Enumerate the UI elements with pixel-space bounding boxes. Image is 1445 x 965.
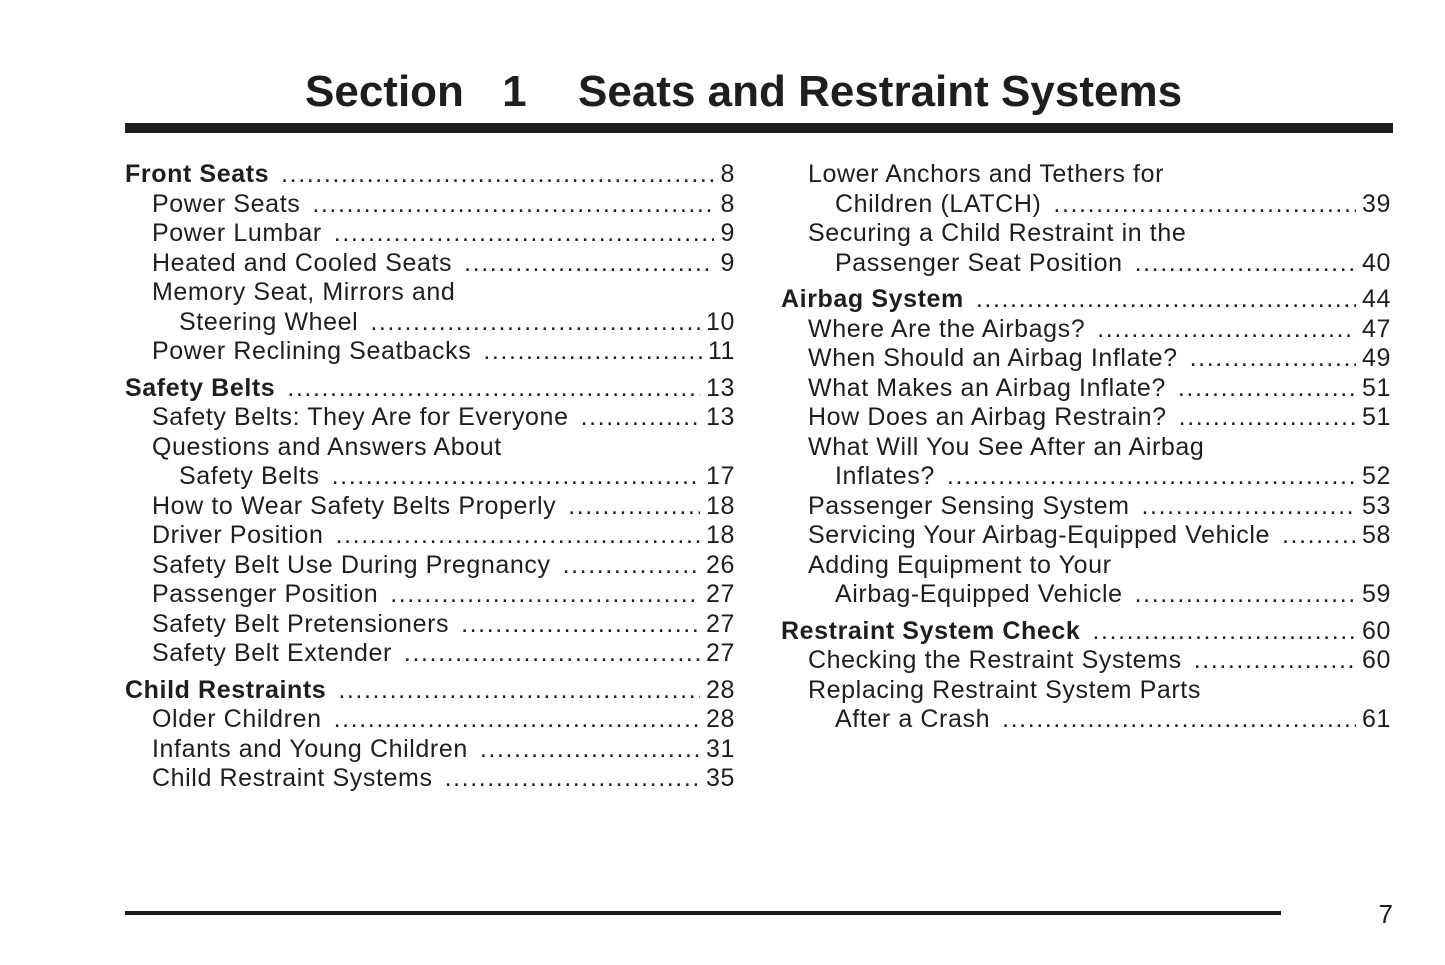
toc-section (125, 676, 735, 794)
toc-heading-label: Safety Belts (125, 373, 276, 402)
dot-leader (1135, 580, 1356, 610)
toc-page-number: 47 (1361, 314, 1391, 343)
page-title (125, 62, 1393, 122)
toc-page-number: 27 (705, 639, 735, 667)
toc-entry-line (125, 337, 735, 367)
toc-entry-line (781, 551, 1391, 581)
toc-page-number: 27 (705, 609, 735, 638)
toc-page-number: 59 (1361, 580, 1391, 608)
toc-page-number: 27 (705, 580, 735, 608)
toc-entry-line (781, 249, 1391, 279)
toc-page-number: 9 (720, 219, 735, 247)
toc-heading[interactable] (125, 374, 735, 404)
toc-entry[interactable] (125, 705, 735, 735)
toc-entry-label: Children (LATCH) (835, 189, 1042, 218)
dot-leader (947, 462, 1356, 492)
toc-entry-line (781, 344, 1391, 374)
dot-leader (1179, 403, 1356, 433)
toc-entry[interactable] (125, 403, 735, 433)
toc-entry[interactable] (125, 521, 735, 551)
toc-entry[interactable] (781, 492, 1391, 522)
toc-entry-label: Power Reclining Seatbacks (152, 337, 472, 365)
toc-entry-label: Replacing Restraint System Parts (808, 675, 1201, 704)
toc-page-number: 17 (705, 462, 735, 490)
dot-leader (581, 403, 700, 433)
toc-entry-line (781, 676, 1391, 706)
dot-leader (404, 639, 700, 669)
toc-page-number: 28 (705, 675, 735, 704)
dot-leader (1002, 705, 1356, 735)
dot-leader (976, 285, 1356, 315)
toc-entry-line (781, 462, 1391, 492)
toc-entry-line (125, 433, 735, 463)
dot-leader (332, 462, 700, 492)
toc-entry[interactable] (781, 219, 1391, 278)
dot-leader (338, 676, 700, 706)
toc-entry-line (781, 403, 1391, 433)
section-title: Seats and Restraint Systems (578, 67, 1183, 116)
toc-entry-line (781, 160, 1391, 190)
dot-leader (390, 580, 700, 610)
toc-right-column (781, 160, 1391, 735)
toc-heading[interactable] (125, 160, 735, 190)
toc-entry[interactable] (781, 403, 1391, 433)
toc-entry-line (781, 433, 1391, 463)
toc-entry[interactable] (125, 337, 735, 367)
toc-entry[interactable] (125, 764, 735, 794)
toc-page-number: 52 (1361, 462, 1391, 490)
toc-entry-label: Checking the Restraint Systems (808, 646, 1182, 674)
toc-entry-label: After a Crash (835, 705, 991, 733)
toc-page-number: 8 (720, 189, 735, 218)
toc-entry-label: Power Lumbar (152, 219, 322, 247)
toc-entry[interactable] (781, 433, 1391, 492)
toc-entry[interactable] (125, 278, 735, 337)
page-number: 7 (1378, 899, 1393, 929)
toc-section (125, 374, 735, 669)
toc-page-number: 60 (1361, 646, 1391, 674)
toc-entry[interactable] (125, 249, 735, 279)
toc-entry-line (125, 249, 735, 279)
toc-section (781, 160, 1391, 278)
toc-entry-label: What Makes an Airbag Inflate? (808, 373, 1166, 402)
toc-entry[interactable] (781, 344, 1391, 374)
toc-entry-line (781, 492, 1391, 522)
toc-entry-line (125, 403, 735, 433)
toc-entry-label: Inflates? (835, 462, 935, 490)
toc-entry[interactable] (781, 676, 1391, 735)
toc-entry-line (125, 705, 735, 735)
dot-leader (1092, 617, 1356, 647)
toc-entry-label: Passenger Seat Position (835, 248, 1123, 277)
toc-entry-line (125, 580, 735, 610)
toc-entry-line (125, 735, 735, 765)
dot-leader (1282, 521, 1356, 551)
toc-page-number: 13 (705, 373, 735, 402)
toc-entry-line (781, 315, 1391, 345)
toc-heading-label: Child Restraints (125, 675, 327, 704)
toc-entry-label: Child Restraint Systems (152, 764, 433, 792)
toc-entry-label: Heated and Cooled Seats (152, 248, 453, 277)
toc-entry[interactable] (781, 315, 1391, 345)
dot-leader (281, 160, 714, 190)
toc-entry-line (781, 190, 1391, 220)
toc-entry-label: Securing a Child Restraint in the (808, 219, 1187, 247)
toc-entry-label: Lower Anchors and Tethers for (808, 160, 1165, 188)
dot-leader (461, 610, 700, 640)
toc-entry-label: How to Wear Safety Belts Properly (152, 491, 557, 520)
toc-page-number: 40 (1361, 248, 1391, 277)
toc-entry-label: Driver Position (152, 521, 324, 549)
dot-leader (1135, 249, 1356, 279)
toc-page-number: 44 (1361, 285, 1391, 313)
toc-entry-label: How Does an Airbag Restrain? (808, 403, 1167, 431)
toc-entry-label: Safety Belt Use During Pregnancy (152, 550, 551, 579)
dot-leader (480, 735, 700, 765)
toc-page-number: 60 (1361, 616, 1391, 645)
toc-entry-line (781, 580, 1391, 610)
toc-entry[interactable] (125, 735, 735, 765)
toc-entry[interactable] (125, 610, 735, 640)
toc-entry-label: Safety Belt Pretensioners (152, 609, 450, 638)
toc-page-number: 11 (707, 337, 735, 365)
toc-entry-line (125, 278, 735, 308)
toc-page-number: 35 (705, 764, 735, 792)
toc-entry-line (781, 705, 1391, 735)
dot-leader (312, 190, 714, 220)
toc-entry[interactable] (125, 190, 735, 220)
toc-entry[interactable] (781, 374, 1391, 404)
dot-leader (334, 705, 700, 735)
toc-entry-line (125, 219, 735, 249)
toc-entry-label: Adding Equipment to Your (808, 550, 1112, 579)
dot-leader (370, 308, 700, 338)
toc-page-number: 28 (705, 705, 735, 733)
toc-entry-label: Passenger Position (152, 580, 379, 608)
toc-entry-line (781, 219, 1391, 249)
toc-page-number: 61 (1361, 705, 1391, 733)
footer-rule (125, 911, 1281, 915)
toc-entry[interactable] (781, 646, 1391, 676)
toc-entry[interactable] (125, 580, 735, 610)
dot-leader (334, 219, 715, 249)
toc-page-number: 51 (1361, 373, 1391, 402)
toc-page-number: 51 (1361, 403, 1391, 431)
toc-page-number: 53 (1361, 491, 1391, 520)
toc-page-number: 13 (705, 403, 735, 431)
toc-entry-label: Airbag-Equipped Vehicle (835, 580, 1123, 608)
toc-entry-line (125, 190, 735, 220)
toc-entry-label: When Should an Airbag Inflate? (808, 344, 1178, 372)
toc-page-number: 31 (705, 734, 735, 763)
toc-heading-label: Front Seats (125, 160, 270, 188)
toc-entry[interactable] (125, 639, 735, 669)
toc-entry-line (125, 551, 735, 581)
toc-entry-label: Power Seats (152, 189, 301, 218)
toc-heading[interactable] (125, 676, 735, 706)
toc-entry[interactable] (781, 551, 1391, 610)
toc-entry-line (781, 646, 1391, 676)
toc-entry-line (125, 462, 735, 492)
toc-entry[interactable] (125, 219, 735, 249)
toc-entry[interactable] (125, 433, 735, 492)
toc-entry-label: Servicing Your Airbag-Equipped Vehicle (808, 521, 1270, 549)
toc-section (125, 160, 735, 367)
toc-heading-label: Restraint System Check (781, 616, 1081, 645)
dot-leader (1190, 344, 1356, 374)
toc-entry-label: Memory Seat, Mirrors and (152, 278, 456, 306)
toc-entry-label: Infants and Young Children (152, 734, 468, 763)
toc-entry-label: Older Children (152, 705, 322, 733)
toc-page-number: 10 (705, 307, 735, 336)
toc-section (781, 285, 1391, 610)
dot-leader (445, 764, 700, 794)
toc-entry-line (125, 764, 735, 794)
section-label: Section 1 (305, 67, 527, 116)
toc-entry-line (781, 374, 1391, 404)
dot-leader (1097, 315, 1356, 345)
toc-entry[interactable] (781, 521, 1391, 551)
toc-entry-line (125, 610, 735, 640)
toc-page-number: 18 (705, 491, 735, 520)
toc-entry-line (125, 308, 735, 338)
toc-heading-label: Airbag System (781, 285, 964, 313)
toc-page-number: 39 (1361, 189, 1391, 218)
dot-leader (287, 374, 700, 404)
toc-entry[interactable] (125, 492, 735, 522)
toc-entry[interactable] (781, 160, 1391, 219)
toc-section (781, 617, 1391, 735)
toc-entry-label: Safety Belt Extender (152, 639, 392, 667)
toc-left-column (125, 160, 735, 794)
toc-page-number: 49 (1361, 344, 1391, 372)
dot-leader (1053, 190, 1356, 220)
toc-entry-line (125, 492, 735, 522)
toc-entry-label: Where Are the Airbags? (808, 314, 1086, 343)
toc-entry-line (125, 639, 735, 669)
toc-entry-line (781, 521, 1391, 551)
toc-entry-label: What Will You See After an Airbag (808, 432, 1205, 461)
toc-heading[interactable] (781, 617, 1391, 647)
toc-page-number: 9 (720, 248, 735, 277)
toc-entry-label: Safety Belts: They Are for Everyone (152, 403, 569, 431)
toc-entry[interactable] (125, 551, 735, 581)
dot-leader (336, 521, 700, 551)
toc-page-number: 8 (720, 160, 735, 188)
toc-entry-label: Safety Belts (179, 462, 320, 490)
toc-entry-line (125, 521, 735, 551)
dot-leader (1142, 492, 1356, 522)
toc-entry-label: Questions and Answers About (152, 432, 502, 461)
toc-entry-label: Passenger Sensing System (808, 491, 1130, 520)
toc-entry-label: Steering Wheel (179, 307, 359, 336)
dot-leader (483, 337, 702, 367)
toc-page-number: 58 (1361, 521, 1391, 549)
toc-page-number: 18 (705, 521, 735, 549)
toc-page-number: 26 (705, 550, 735, 579)
dot-leader (1194, 646, 1356, 676)
dot-leader (464, 249, 714, 279)
dot-leader (568, 492, 700, 522)
toc-heading[interactable] (781, 285, 1391, 315)
header-rule (125, 123, 1393, 133)
dot-leader (1178, 374, 1356, 404)
dot-leader (563, 551, 700, 581)
